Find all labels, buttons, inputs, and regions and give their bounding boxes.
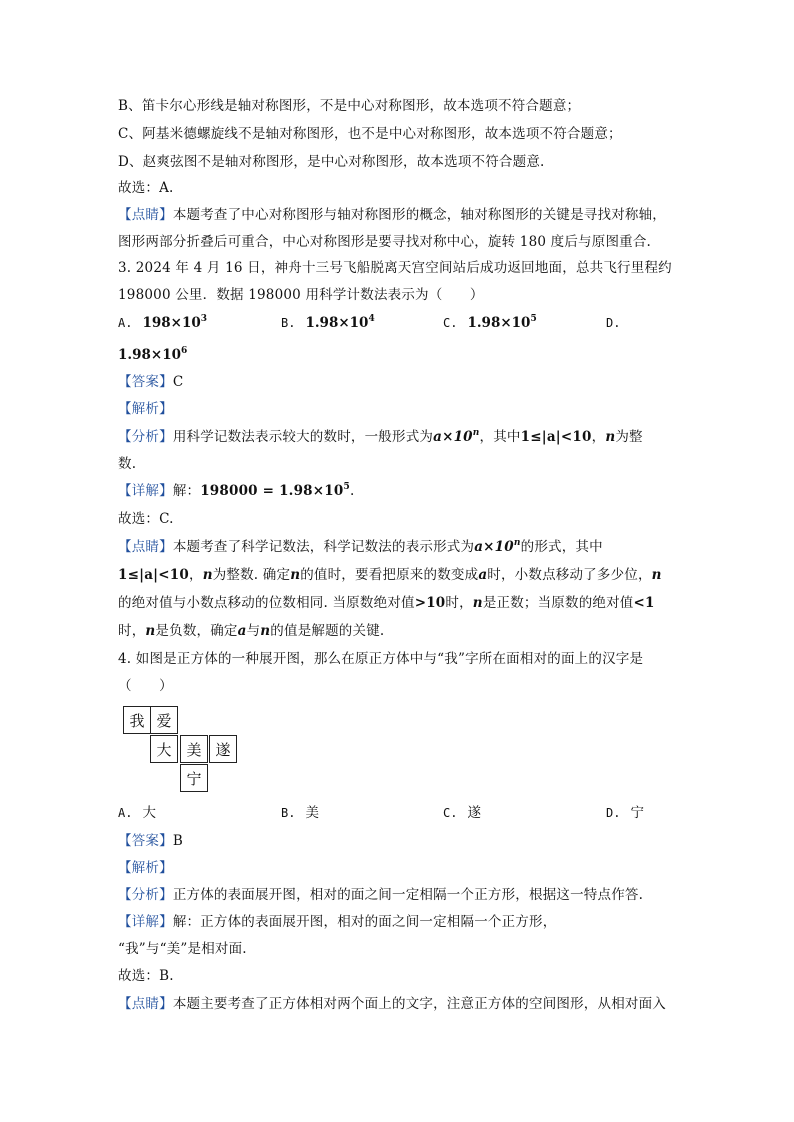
option-a: A. 大: [118, 805, 156, 821]
net-cell-mei: 美: [180, 735, 208, 763]
option-a: A. $198\times 10^3$: [118, 313, 207, 331]
option-c: C. 遂: [443, 805, 481, 821]
dianjing-line: 1≤|a|<10，n为整数. 确定n的值时，要看把原来的数变成a时，小数点移动了多少位，n: [118, 567, 662, 583]
option-b: B. $1.98\times 10^4$: [281, 313, 375, 331]
fenxi-line: 【分析】用科学记数法表示较大的数时，一般形式为$a\times 10^n$，其中1≤|a|<10，n为整: [118, 427, 643, 445]
text-line: 故选：A.: [118, 180, 174, 196]
answer-line: 【答案】C: [118, 374, 184, 390]
option-d: D.: [606, 316, 621, 330]
question-4-paren: （ ）: [118, 678, 173, 694]
text-line: B、笛卡尔心形线是轴对称图形，不是中心对称图形，故本选项不符合题意；: [118, 98, 581, 114]
cube-net-figure: [123, 706, 243, 792]
net-cell-ai: 爱: [150, 706, 178, 734]
net-cell-da: 大: [150, 735, 178, 763]
question-4-stem: 4. 如图是正方体的一种展开图，那么在原正方体中与“我”字所在面相对的面上的汉字是: [118, 651, 644, 667]
net-cell-wo: 我: [123, 706, 151, 734]
xiangjie-line-cont: “我”与“美”是相对面.: [118, 941, 247, 957]
question-3-stem: 3. 2024 年 4 月 16 日，神舟十三号飞船脱离天宫空间站后成功返回地面，总共飞行里程约: [118, 260, 672, 276]
text-line: D、赵爽弦图不是轴对称图形，是中心对称图形，故本选项不符合题意.: [118, 154, 545, 170]
dianjing-tag: 【点睛】: [118, 207, 173, 223]
dianjing-line: 时，n是负数，确定a与n的值是解题的关键.: [118, 623, 385, 639]
choose-line: 故选：C.: [118, 511, 174, 527]
choose-line: 故选：B.: [118, 968, 174, 984]
xiangjie-line: 【详解】解：$198000 = 1.98\times 10^5$.: [118, 481, 355, 499]
option-d-value: $1.98\times 10^6$: [118, 345, 188, 363]
text-line: [118, 205, 666, 225]
dianjing-line: 【点睛】本题考查了科学记数法，科学记数法的表示形式为$a\times 10^n$的形式，其中: [118, 537, 603, 555]
answer-line: 【答案】B: [118, 833, 183, 849]
dianjing-line: 的绝对值与小数点移动的位数相同. 当原数绝对值>10时，n是正数；当原数的绝对值<1: [118, 595, 655, 611]
text-line: 图形两部分折叠后可重合，中心对称图形是要寻找对称中心，旋转 180 度后与原图重合.: [118, 234, 652, 250]
analysis-tag: 【解析】: [118, 860, 173, 876]
option-c: C. $1.98\times 10^5$: [443, 313, 537, 331]
xiangjie-line: 【详解】解：正方体的表面展开图，相对的面之间一定相隔一个正方形，: [118, 914, 557, 930]
option-d: D. 宁: [606, 805, 644, 821]
dianjing-line: 【点睛】本题主要考查了正方体相对两个面上的文字，注意正方体的空间图形，从相对面入: [118, 996, 667, 1012]
fenxi-line: 【分析】正方体的表面展开图，相对的面之间一定相隔一个正方形，根据这一特点作答.: [118, 887, 644, 903]
fenxi-line-cont: 数.: [118, 456, 137, 472]
net-cell-sui: 遂: [209, 735, 237, 763]
option-b: B. 美: [281, 805, 319, 821]
text-line: C、阿基米德螺旋线不是轴对称图形，也不是中心对称图形，故本选项不符合题意；: [118, 126, 622, 142]
dianjing-text: 本题考查了中心对称图形与轴对称图形的概念，轴对称图形的关键是寻找对称轴，: [172, 207, 667, 223]
net-cell-ning: 宁: [180, 764, 208, 792]
analysis-tag: 【解析】: [118, 401, 173, 417]
question-3-stem-cont: 198000 公里．数据 198000 用科学计数法表示为（ ）: [118, 287, 484, 303]
